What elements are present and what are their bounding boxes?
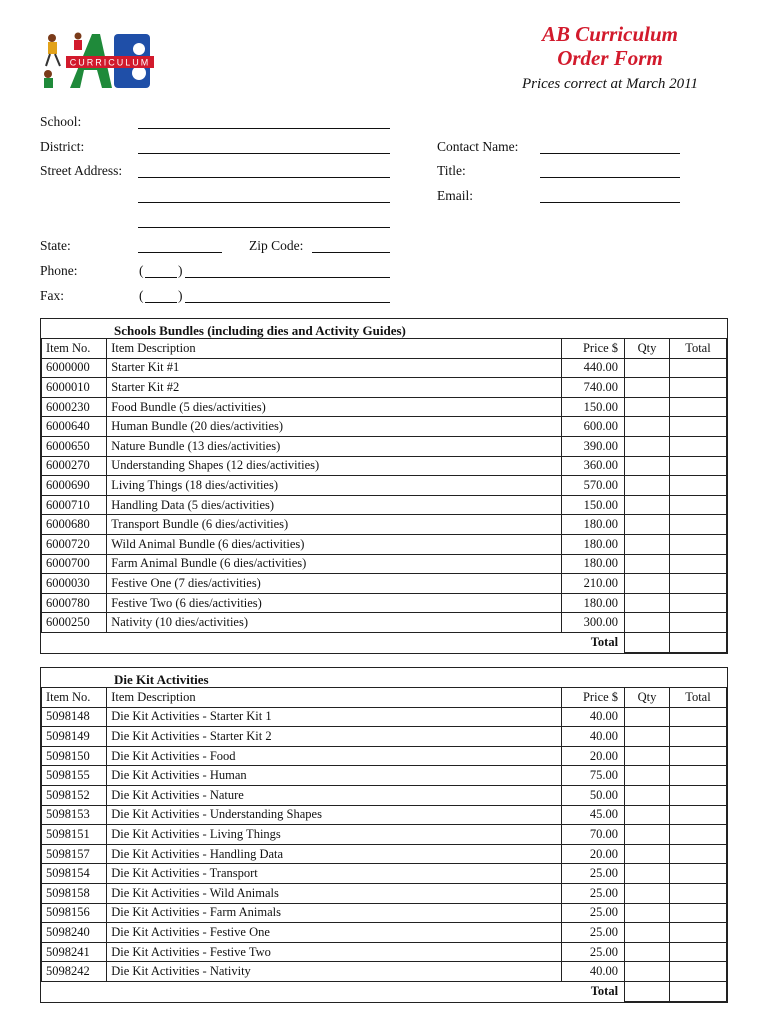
state-label: State: xyxy=(40,238,71,253)
contact-name-label: Contact Name: xyxy=(437,139,519,154)
item-description-cell: Die Kit Activities - Wild Animals xyxy=(107,883,562,903)
col-qty: Qty xyxy=(625,688,670,708)
qty-input-cell[interactable] xyxy=(625,825,670,845)
item-no-cell: 5098156 xyxy=(42,903,107,923)
table-row xyxy=(42,534,727,554)
price-cell: 25.00 xyxy=(561,883,624,903)
table-row xyxy=(42,746,727,766)
line-total-cell[interactable] xyxy=(669,707,726,727)
bundles-total-qty-cell[interactable] xyxy=(625,632,670,652)
bundles-total-cell[interactable] xyxy=(669,632,726,652)
fax-area-code-field[interactable] xyxy=(145,302,177,303)
street-address-field-3[interactable] xyxy=(138,227,390,228)
price-cell: 150.00 xyxy=(561,397,624,417)
item-description-cell: Farm Animal Bundle (6 dies/activities) xyxy=(107,554,562,574)
line-total-cell[interactable] xyxy=(669,358,726,378)
prices-note: Prices correct at March 2011 xyxy=(521,76,699,92)
table-row xyxy=(42,358,727,378)
item-no-cell: 6000270 xyxy=(42,456,107,476)
table-row xyxy=(42,378,727,398)
item-no-cell: 5098151 xyxy=(42,825,107,845)
table-row xyxy=(42,456,727,476)
bundles-total-label: Total xyxy=(590,634,619,649)
item-description-cell: Die Kit Activities - Starter Kit 1 xyxy=(107,707,562,727)
col-price: Price $ xyxy=(561,688,624,708)
diekits-heading: Die Kit Activities xyxy=(114,672,209,687)
table-row xyxy=(42,613,727,633)
col-item-no: Item No. xyxy=(42,688,107,708)
qty-input-cell[interactable] xyxy=(625,554,670,574)
qty-input-cell[interactable] xyxy=(625,883,670,903)
price-cell: 25.00 xyxy=(561,942,624,962)
item-no-cell: 5098242 xyxy=(42,962,107,982)
price-cell: 20.00 xyxy=(561,746,624,766)
price-cell: 25.00 xyxy=(561,903,624,923)
line-total-cell[interactable] xyxy=(669,456,726,476)
bundles-column-headers xyxy=(42,339,727,359)
col-item-no: Item No. xyxy=(42,339,107,359)
qty-input-cell[interactable] xyxy=(625,593,670,613)
line-total-cell[interactable] xyxy=(669,785,726,805)
title-label: Title: xyxy=(437,163,466,178)
qty-input-cell[interactable] xyxy=(625,903,670,923)
item-no-cell: 5098155 xyxy=(42,766,107,786)
item-no-cell: 6000230 xyxy=(42,397,107,417)
qty-input-cell[interactable] xyxy=(625,613,670,633)
col-item-description: Item Description xyxy=(107,339,562,359)
item-description-cell: Transport Bundle (6 dies/activities) xyxy=(107,515,562,535)
street-address-field-2[interactable] xyxy=(138,202,390,203)
svg-text:CURRICULUM: CURRICULUM xyxy=(69,57,151,68)
item-no-cell: 6000710 xyxy=(42,495,107,515)
qty-input-cell[interactable] xyxy=(625,805,670,825)
line-total-cell[interactable] xyxy=(669,613,726,633)
fax-paren-open: ( xyxy=(139,288,144,303)
price-cell: 75.00 xyxy=(561,766,624,786)
table-row xyxy=(42,923,727,943)
zip-code-label: Zip Code: xyxy=(249,238,304,253)
table-row xyxy=(42,903,727,923)
qty-input-cell[interactable] xyxy=(625,436,670,456)
item-description-cell: Die Kit Activities - Festive One xyxy=(107,923,562,943)
price-cell: 300.00 xyxy=(561,613,624,633)
table-row xyxy=(42,727,727,747)
item-no-cell: 5098150 xyxy=(42,746,107,766)
title-field[interactable] xyxy=(540,177,680,178)
price-cell: 210.00 xyxy=(561,574,624,594)
phone-area-code-field[interactable] xyxy=(145,277,177,278)
qty-input-cell[interactable] xyxy=(625,923,670,943)
price-cell: 45.00 xyxy=(561,805,624,825)
item-description-cell: Die Kit Activities - Food xyxy=(107,746,562,766)
item-no-cell: 6000720 xyxy=(42,534,107,554)
item-description-cell: Die Kit Activities - Handling Data xyxy=(107,844,562,864)
price-cell: 40.00 xyxy=(561,962,624,982)
table-row xyxy=(42,844,727,864)
item-description-cell: Die Kit Activities - Transport xyxy=(107,864,562,884)
table-row xyxy=(42,593,727,613)
diekits-total-label: Total xyxy=(590,983,619,998)
bundles-total-row xyxy=(42,632,727,652)
table-row xyxy=(42,495,727,515)
line-total-cell[interactable] xyxy=(669,844,726,864)
line-total-cell[interactable] xyxy=(669,766,726,786)
col-item-description: Item Description xyxy=(107,688,562,708)
fax-label: Fax: xyxy=(40,288,65,303)
table-row xyxy=(42,766,727,786)
phone-label: Phone: xyxy=(40,263,78,278)
title-line-2: Order Form xyxy=(557,46,663,70)
title-line-1: AB Curriculum xyxy=(542,22,678,46)
item-no-cell: 5098158 xyxy=(42,883,107,903)
item-description-cell: Nature Bundle (13 dies/activities) xyxy=(107,436,562,456)
item-description-cell: Understanding Shapes (12 dies/activities) xyxy=(107,456,562,476)
line-total-cell[interactable] xyxy=(669,534,726,554)
title-block xyxy=(480,22,740,93)
item-no-cell: 6000030 xyxy=(42,574,107,594)
qty-input-cell[interactable] xyxy=(625,785,670,805)
die-kit-activities-table xyxy=(40,667,728,1003)
item-description-cell: Die Kit Activities - Farm Animals xyxy=(107,903,562,923)
diekits-total-row xyxy=(42,981,727,1001)
line-total-cell[interactable] xyxy=(669,417,726,437)
col-total: Total xyxy=(669,339,726,359)
table-row xyxy=(42,864,727,884)
item-no-cell: 6000650 xyxy=(42,436,107,456)
qty-input-cell[interactable] xyxy=(625,476,670,496)
email-label: Email: xyxy=(437,188,473,203)
item-no-cell: 5098157 xyxy=(42,844,107,864)
line-total-cell[interactable] xyxy=(669,923,726,943)
table-row xyxy=(42,825,727,845)
line-total-cell[interactable] xyxy=(669,476,726,496)
item-description-cell: Die Kit Activities - Nativity xyxy=(107,962,562,982)
line-total-cell[interactable] xyxy=(669,495,726,515)
price-cell: 20.00 xyxy=(561,844,624,864)
line-total-cell[interactable] xyxy=(669,903,726,923)
line-total-cell[interactable] xyxy=(669,883,726,903)
bundles-heading: Schools Bundles (including dies and Activity Guides) xyxy=(114,323,406,338)
item-no-cell: 6000640 xyxy=(42,417,107,437)
col-total: Total xyxy=(669,688,726,708)
school-field[interactable] xyxy=(138,128,390,129)
price-cell: 50.00 xyxy=(561,785,624,805)
qty-input-cell[interactable] xyxy=(625,515,670,535)
qty-input-cell[interactable] xyxy=(625,495,670,515)
item-description-cell: Die Kit Activities - Living Things xyxy=(107,825,562,845)
phone-number-field[interactable] xyxy=(185,277,390,278)
state-field[interactable] xyxy=(138,252,222,253)
price-cell: 390.00 xyxy=(561,436,624,456)
item-description-cell: Human Bundle (20 dies/activities) xyxy=(107,417,562,437)
qty-input-cell[interactable] xyxy=(625,727,670,747)
item-no-cell: 5098241 xyxy=(42,942,107,962)
line-total-cell[interactable] xyxy=(669,574,726,594)
item-no-cell: 6000780 xyxy=(42,593,107,613)
line-total-cell[interactable] xyxy=(669,515,726,535)
qty-input-cell[interactable] xyxy=(625,397,670,417)
item-no-cell: 6000000 xyxy=(42,358,107,378)
line-total-cell[interactable] xyxy=(669,942,726,962)
diekits-total-cell[interactable] xyxy=(669,981,726,1001)
item-description-cell: Handling Data (5 dies/activities) xyxy=(107,495,562,515)
table-row xyxy=(42,805,727,825)
item-no-cell: 6000700 xyxy=(42,554,107,574)
price-cell: 180.00 xyxy=(561,515,624,535)
qty-input-cell[interactable] xyxy=(625,534,670,554)
diekits-column-headers xyxy=(42,688,727,708)
price-cell: 360.00 xyxy=(561,456,624,476)
price-cell: 25.00 xyxy=(561,864,624,884)
item-no-cell: 6000010 xyxy=(42,378,107,398)
item-no-cell: 6000250 xyxy=(42,613,107,633)
col-qty: Qty xyxy=(625,339,670,359)
qty-input-cell[interactable] xyxy=(625,358,670,378)
line-total-cell[interactable] xyxy=(669,825,726,845)
price-cell: 70.00 xyxy=(561,825,624,845)
diekits-heading-row xyxy=(41,668,727,687)
item-description-cell: Festive One (7 dies/activities) xyxy=(107,574,562,594)
table-row xyxy=(42,707,727,727)
phone-paren-close: ) xyxy=(178,263,183,278)
price-cell: 150.00 xyxy=(561,495,624,515)
table-row xyxy=(42,554,727,574)
street-address-label: Street Address: xyxy=(40,163,123,178)
item-description-cell: Starter Kit #2 xyxy=(107,378,562,398)
contact-name-field[interactable] xyxy=(540,153,680,154)
line-total-cell[interactable] xyxy=(669,727,726,747)
item-description-cell: Food Bundle (5 dies/activities) xyxy=(107,397,562,417)
qty-input-cell[interactable] xyxy=(625,864,670,884)
fax-paren-close: ) xyxy=(178,288,183,303)
line-total-cell[interactable] xyxy=(669,805,726,825)
col-price: Price $ xyxy=(561,339,624,359)
diekits-total-qty-cell[interactable] xyxy=(625,981,670,1001)
price-cell: 180.00 xyxy=(561,593,624,613)
qty-input-cell[interactable] xyxy=(625,962,670,982)
price-cell: 740.00 xyxy=(561,378,624,398)
table-row xyxy=(42,962,727,982)
qty-input-cell[interactable] xyxy=(625,766,670,786)
item-description-cell: Die Kit Activities - Human xyxy=(107,766,562,786)
school-bundles-table xyxy=(40,318,728,654)
item-description-cell: Starter Kit #1 xyxy=(107,358,562,378)
price-cell: 440.00 xyxy=(561,358,624,378)
item-no-cell: 5098240 xyxy=(42,923,107,943)
price-cell: 40.00 xyxy=(561,727,624,747)
item-no-cell: 6000690 xyxy=(42,476,107,496)
item-no-cell: 6000680 xyxy=(42,515,107,535)
item-description-cell: Living Things (18 dies/activities) xyxy=(107,476,562,496)
table-row xyxy=(42,476,727,496)
table-row xyxy=(42,397,727,417)
street-address-field-1[interactable] xyxy=(138,177,390,178)
line-total-cell[interactable] xyxy=(669,378,726,398)
item-description-cell: Festive Two (6 dies/activities) xyxy=(107,593,562,613)
line-total-cell[interactable] xyxy=(669,962,726,982)
line-total-cell[interactable] xyxy=(669,436,726,456)
qty-input-cell[interactable] xyxy=(625,378,670,398)
price-cell: 180.00 xyxy=(561,534,624,554)
table-row xyxy=(42,883,727,903)
bundles-heading-row xyxy=(41,319,727,338)
price-cell: 180.00 xyxy=(561,554,624,574)
table-row xyxy=(42,942,727,962)
table-row xyxy=(42,785,727,805)
district-label: District: xyxy=(40,139,85,154)
item-no-cell: 5098149 xyxy=(42,727,107,747)
price-cell: 40.00 xyxy=(561,707,624,727)
ab-curriculum-logo xyxy=(40,30,160,90)
item-description-cell: Die Kit Activities - Festive Two xyxy=(107,942,562,962)
school-label: School: xyxy=(40,114,82,129)
item-description-cell: Nativity (10 dies/activities) xyxy=(107,613,562,633)
table-row xyxy=(42,574,727,594)
line-total-cell[interactable] xyxy=(669,746,726,766)
item-description-cell: Die Kit Activities - Starter Kit 2 xyxy=(107,727,562,747)
table-row xyxy=(42,436,727,456)
price-cell: 600.00 xyxy=(561,417,624,437)
qty-input-cell[interactable] xyxy=(625,844,670,864)
table-row xyxy=(42,515,727,535)
zip-code-field[interactable] xyxy=(312,252,390,253)
item-description-cell: Wild Animal Bundle (6 dies/activities) xyxy=(107,534,562,554)
qty-input-cell[interactable] xyxy=(625,456,670,476)
item-no-cell: 5098152 xyxy=(42,785,107,805)
qty-input-cell[interactable] xyxy=(625,746,670,766)
item-no-cell: 5098154 xyxy=(42,864,107,884)
item-no-cell: 5098148 xyxy=(42,707,107,727)
line-total-cell[interactable] xyxy=(669,397,726,417)
qty-input-cell[interactable] xyxy=(625,942,670,962)
item-description-cell: Die Kit Activities - Nature xyxy=(107,785,562,805)
qty-input-cell[interactable] xyxy=(625,574,670,594)
table-row xyxy=(42,417,727,437)
line-total-cell[interactable] xyxy=(669,554,726,574)
line-total-cell[interactable] xyxy=(669,864,726,884)
item-description-cell: Die Kit Activities - Understanding Shapes xyxy=(107,805,562,825)
price-cell: 25.00 xyxy=(561,923,624,943)
phone-paren-open: ( xyxy=(139,263,144,278)
line-total-cell[interactable] xyxy=(669,593,726,613)
fax-number-field[interactable] xyxy=(185,302,390,303)
price-cell: 570.00 xyxy=(561,476,624,496)
email-field[interactable] xyxy=(540,202,680,203)
district-field[interactable] xyxy=(138,153,390,154)
qty-input-cell[interactable] xyxy=(625,707,670,727)
item-no-cell: 5098153 xyxy=(42,805,107,825)
qty-input-cell[interactable] xyxy=(625,417,670,437)
